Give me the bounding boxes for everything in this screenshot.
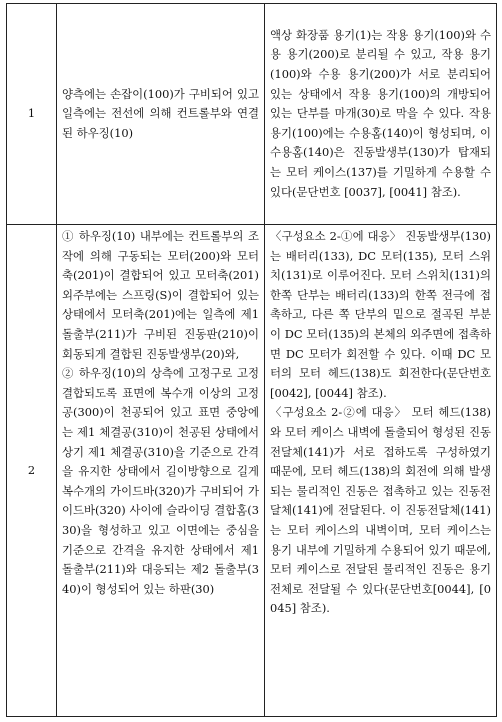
claim-paragraph: ② 하우징(10)의 상측에 고정구로 고정 결합되도록 표면에 복수개 이상의 고정공(300)이 천공되어 있고 표면 중앙에는 제1 체결공(310)이 천공된 상태에서 상기 제1 체결공(310)을 기준으로 간격을 유지한 상태에서 길이방향으로 길게 복수개의 가이드바(320)가 구비되어 가이드바(320) 사이에 슬라이딩 결합홈(330)을 형성하고 있고 이면에는 중심을 기준으로 간격을 유지한 상태에서 제1 돌출부(211)와 대응되는 제2 돌출부(340)이 형성되어 있는 하판(30) — [62, 366, 259, 596]
table-row — [7, 225, 497, 717]
prior-art-paragraph: 〈구성요소 2-①에 대응〉 진동발생부(130)는 배터리(133), DC 모터(135), 모터 스위치(131)로 이루어진다. 모터 스위치(131)의 한쪽 단부는 배터리(133)의 한쪽 전극에 접촉하고, 다른 쪽 단부의 밑으로 절곡된 부분이 DC 모터(135)의 본체의 외주면에 접촉하면 DC 모터가 회전할 수 있다. 이때 DC 모터의 모터 헤드(138)도 회전한다(문단번호[0042], [0044] 참조). — [270, 229, 491, 400]
table-row — [7, 4, 497, 225]
comparison-table — [6, 3, 497, 717]
row-number: 1 — [7, 4, 57, 225]
prior-art-cell: 액상 화장품 용기(1)는 작용 용기(100)와 수용 용기(200)로 분리될 수 있고, 작용 용기(100)와 수용 용기(200)가 서로 분리되어 있는 상태에서 작용 용기(100)의 개방되어 있는 단부를 마개(30)로 막을 수 있다. 작용 용기(100)에는 수용홈(140)이 형성되며, 이 수용홈(140)은 진동발생부(130)가 탑재되는 모터 케이스(137)를 기밀하게 수용할 수 있다(문단번호 [0037], [0041] 참조). — [265, 4, 497, 225]
prior-art-paragraph: 〈구성요소 2-②에 대응〉 모터 헤드(138)와 모터 케이스 내벽에 돌출되어 형성된 진동전달체(141)가 서로 접하도록 구성하였기 때문에, 모터 헤드(138)의 회전에 의해 발생되는 물리적인 진동은 접촉하고 있는 진동전달체(141)에 전달된다. 이 진동전달체(141)는 모터 케이스의 내벽이며, 모터 케이스는 용기 내부에 기밀하게 수용되어 있기 때문에, 모터 케이스로 전달된 물리적인 진동은 용기 전체로 전달될 수 있다(문단번호[0044], [0045] 참조). — [270, 405, 491, 616]
prior-art-cell — [265, 225, 497, 717]
claim-cell: 양측에는 손잡이(100)가 구비되어 있고 일측에는 전선에 의해 컨트롤부와 연결된 하우징(10) — [57, 4, 265, 225]
claim-paragraph: ① 하우징(10) 내부에는 컨트롤부의 조작에 의해 구동되는 모터(200)와 모터축(201)이 결합되어 있고 모터축(201) 외주부에는 스프링(S)이 결합되어 있는 상태에서 모터축(201)에는 일측에 제1 돌출부(211)가 구비된 진동판(210)이 회동되게 결합된 진동발생부(20)와, — [62, 229, 259, 361]
row-number: 2 — [7, 225, 57, 717]
claim-cell — [57, 225, 265, 717]
